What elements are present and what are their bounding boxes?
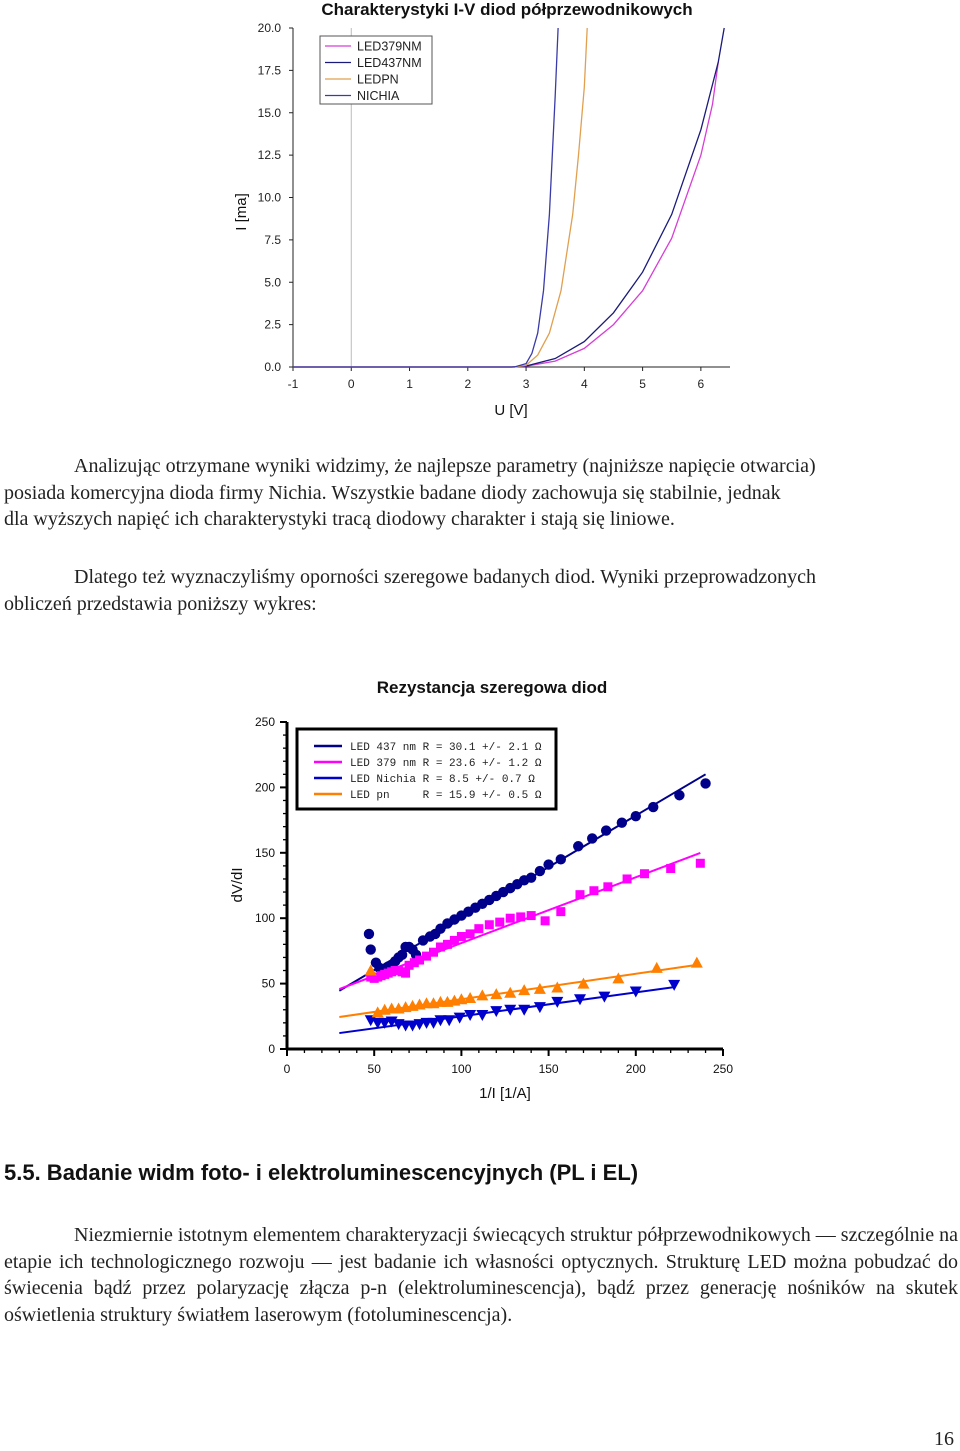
y-tick-label: 150 [254, 845, 275, 860]
data-point [603, 882, 612, 891]
legend-label: LEDPN [357, 72, 399, 87]
data-point [577, 978, 589, 989]
data-point [366, 944, 376, 954]
legend-label: LED379NM [357, 39, 422, 54]
data-point [696, 859, 705, 868]
paragraph-line: Analizując otrzymane wyniki widzimy, że najlepsze parametry (najniższe napięcie otwarcia) [74, 455, 816, 477]
data-point [457, 932, 466, 941]
x-tick-label: 150 [538, 1062, 559, 1076]
legend-label: LED 437 nm R = 30.1 +/- 2.1 Ω [350, 742, 542, 754]
data-point [631, 811, 641, 821]
x-tick-label: 0 [283, 1062, 291, 1076]
y-tick-label: 15.0 [257, 105, 281, 120]
data-point [587, 833, 597, 843]
data-point [495, 918, 504, 927]
data-point [601, 825, 611, 835]
x-tick-label: 2 [464, 377, 472, 391]
y-tick-label: 0.0 [264, 360, 281, 374]
x-tick-label: 250 [712, 1062, 734, 1076]
data-point [556, 907, 565, 916]
y-tick-label: 20.0 [257, 21, 281, 35]
y-tick-label: 250 [254, 715, 275, 729]
y-tick-label: 5.0 [264, 275, 281, 290]
x-tick-label: 0 [347, 377, 355, 391]
x-tick-label: 5 [639, 377, 646, 391]
data-point [466, 929, 475, 938]
chart-title: Rezystancja szeregowa diod [376, 678, 608, 697]
data-point [648, 802, 658, 812]
data-point [485, 920, 494, 929]
data-point [556, 854, 566, 864]
y-tick-label: 50 [261, 976, 275, 991]
data-point [476, 1010, 488, 1021]
legend-label: LED 379 nm R = 23.6 +/- 1.2 Ω [350, 758, 542, 770]
data-point [623, 874, 632, 883]
data-point [668, 980, 680, 991]
resistance-chart [0, 668, 960, 1108]
y-tick-label: 7.5 [264, 232, 281, 247]
data-point [651, 962, 663, 973]
y-tick-label: 17.5 [257, 63, 281, 78]
x-tick-label: 6 [697, 377, 705, 391]
paragraph-analysis [4, 453, 958, 533]
data-point [526, 872, 536, 882]
y-tick-label: 10.0 [257, 190, 281, 205]
data-point [506, 914, 515, 923]
data-point [364, 929, 374, 939]
x-tick-label: 1 [406, 377, 413, 391]
data-point [518, 1005, 530, 1016]
data-point [640, 869, 649, 878]
x-axis-label: U [V] [494, 402, 528, 419]
series-line [293, 62, 718, 367]
data-point [575, 890, 584, 899]
data-point [674, 790, 684, 800]
paragraph-line: Dlatego też wyznaczyliśmy oporności szeregowe badanych diod. Wyniki przeprowadzonych [74, 566, 817, 588]
x-tick-label: 50 [367, 1062, 381, 1076]
data-point [617, 818, 627, 828]
x-tick-label: 200 [625, 1062, 646, 1076]
data-point [543, 859, 553, 869]
paragraph-line: obliczeń przedstawia poniższy wykres: [4, 592, 317, 615]
data-point [589, 886, 598, 895]
paragraph-resistance [4, 564, 958, 617]
data-point [700, 778, 710, 788]
data-point [541, 916, 550, 925]
data-point [535, 866, 545, 876]
data-point [443, 1015, 455, 1026]
section-heading: 5.5. Badanie widm foto- i elektroluminescencyjnych (PL i EL) [4, 1160, 639, 1185]
data-point [551, 982, 563, 993]
paragraph-spectra: Niezmiernie istotnym elementem charakteryzacji świecących struktur półprzewodnikowych — szczególnie na etapie ich technologicznego rozwoju — jest badanie ich własności optycznych. Strukturę LED można pobudzać do świecenia bądź przez polaryzację złącza p-n (elektroluminescencja), bądź przez generację nośników na skutek oświetlenia struktury światłem laserowym (fotoluminescencja). [4, 1224, 958, 1326]
data-point [516, 912, 525, 921]
y-tick-label: 2.5 [264, 317, 281, 332]
data-point [474, 924, 483, 933]
data-point [527, 911, 536, 920]
paragraph-line: posiada komercyjna dioda firmy Nichia. Wszystkie badane diody zachowuja się stabilnie, jednak [4, 481, 781, 504]
x-tick-label: 3 [522, 377, 530, 391]
chart-title: Charakterystyki I-V diod półprzewodnikowych [321, 0, 693, 19]
page-number: 16 [934, 1428, 954, 1450]
y-tick-label: 0 [268, 1042, 275, 1056]
x-tick-label: 100 [451, 1062, 472, 1076]
y-tick-label: 200 [254, 780, 275, 795]
data-point [534, 1002, 546, 1013]
legend-label: NICHIA [357, 89, 400, 103]
x-tick-label: 4 [580, 377, 588, 391]
x-axis-label: 1/I [1/A] [479, 1085, 531, 1102]
y-axis-label: dV/dI [229, 867, 246, 903]
data-point [573, 841, 583, 851]
y-axis-label: I [ma] [233, 193, 250, 231]
legend-label: LED Nichia R = 8.5 +/- 0.7 Ω [350, 774, 535, 786]
y-tick-label: 100 [254, 911, 275, 926]
data-point [666, 864, 675, 873]
y-tick-label: 12.5 [257, 148, 281, 163]
iv-chart [0, 0, 960, 430]
x-tick-label: -1 [287, 377, 299, 391]
paragraph-line: dla wyższych napięć ich charakterystyki tracą diodowy charakter i stają się liniowe. [4, 508, 675, 530]
legend-label: LED437NM [357, 56, 422, 70]
data-point [401, 969, 410, 978]
data-point [691, 957, 703, 968]
legend-label: LED pn R = 15.9 +/- 0.5 Ω [350, 790, 542, 802]
